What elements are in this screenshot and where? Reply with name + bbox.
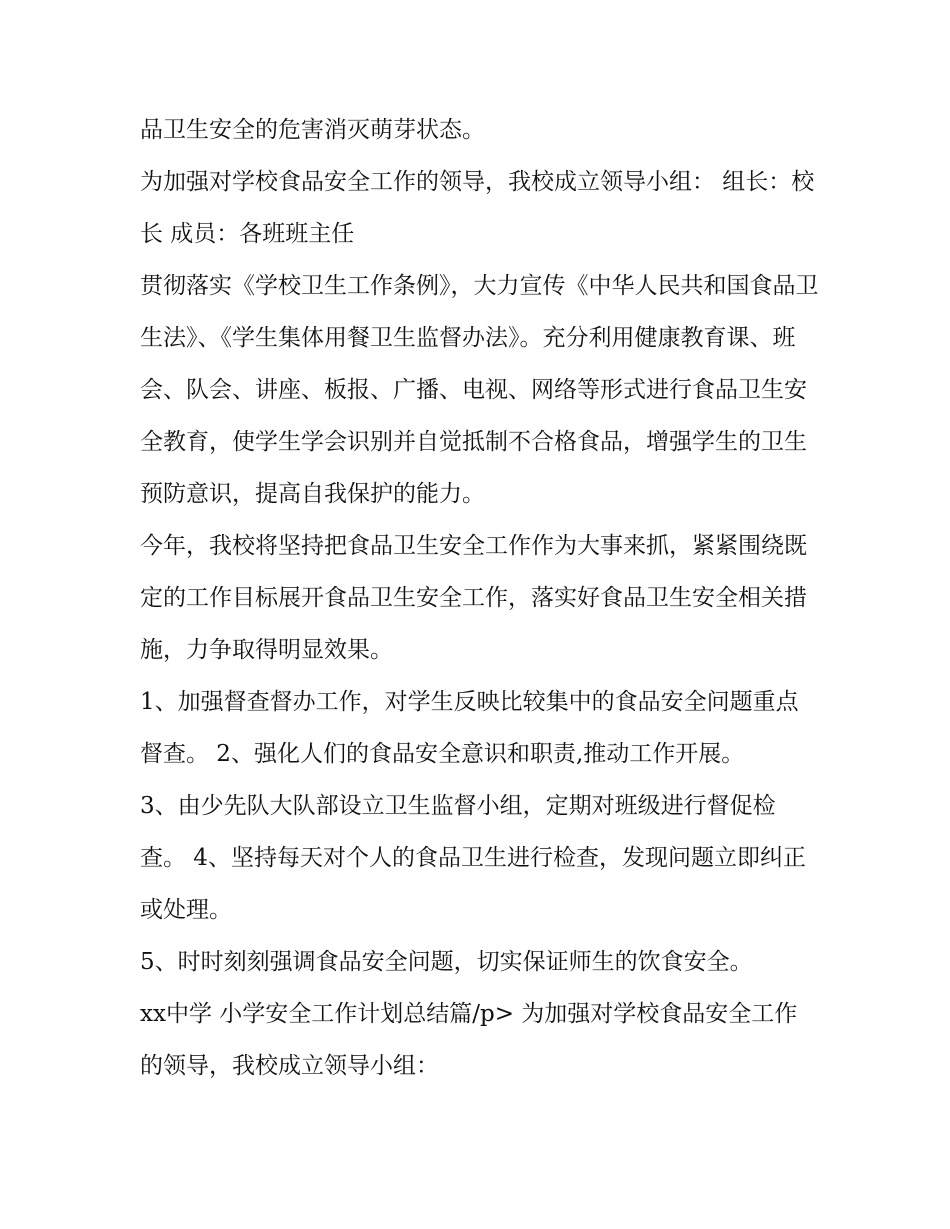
paragraph-1: 品卫生安全的危害消灭萌芽状态。 (140, 117, 485, 143)
paragraph-2: 为加强对学校食品安全工作的领导，我校成立领导小组： 组长：校长 成员：各班班主任 (140, 169, 815, 247)
paragraph-5: 1、加强督查督办工作，对学生反映比较集中的食品安全问题重点督查。 2、强化人们的食品安全意识和职责,推动工作开展。 (140, 689, 799, 767)
paragraph-6: 3、由少先队大队部设立卫生监督小组，定期对班级进行督促检查。 4、坚持每天对个人的食品卫生进行检查，发现问题立即纠正或处理。 (140, 793, 806, 923)
paragraph-3: 贯彻落实《学校卫生工作条例》，大力宣传《中华人民共和国食品卫生法》、《学生集体用餐卫生监督办法》。充分利用健康教育课、班会、队会、讲座、板报、广播、电视、网络等形式进行食品卫生安全教育，使学生学会识别并自觉抵制不合格食品，增强学生的卫生预防意识，提高自我保护的能力。 (140, 273, 819, 507)
paragraph-4: 今年，我校将坚持把食品卫生安全工作作为大事来抓，紧紧围绕既定的工作目标展开食品卫生安全工作，落实好食品卫生安全相关措施，力争取得明显效果。 (140, 533, 807, 663)
paragraph-8: xx中学 小学安全工作计划总结篇/p> 为加强对学校食品安全工作的领导，我校成立领导小组： (140, 1001, 798, 1079)
paragraph-7: 5、时时刻刻强调食品安全问题，切实保证师生的饮食安全。 (140, 949, 753, 975)
document-body (140, 104, 820, 1092)
